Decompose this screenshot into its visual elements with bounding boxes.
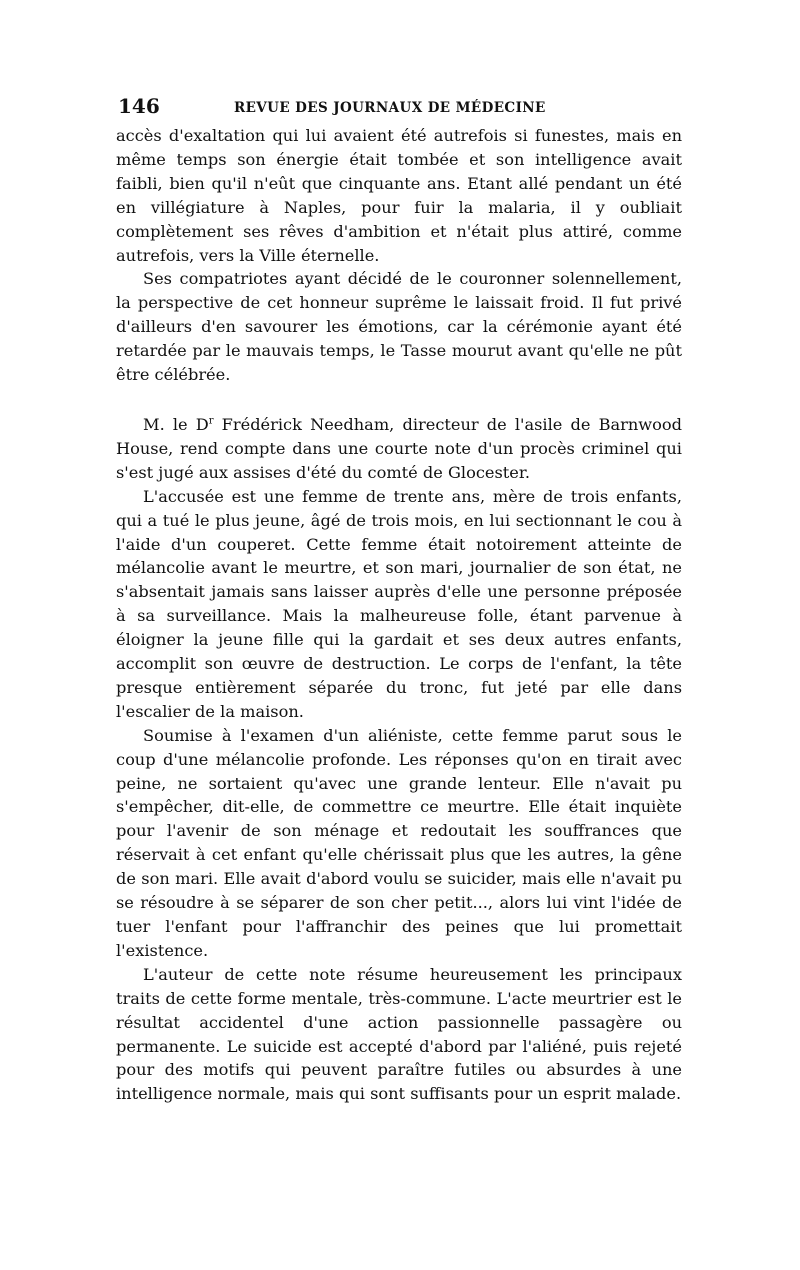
paragraph-continuation: accès d'exaltation qui lui avaient été autrefois si funestes, mais en même temps son énergie était tombée et son intelligence avait faibli, bien qu'il n'eût que cinquante ans. Etant allé pendant un été en villégiature à Naples, pour fuir la malaria, il y oubliait complètement ses rêves d'ambition et n'était plus attiré, comme autrefois, vers la Ville éternelle.	[116, 126, 682, 265]
document-page	[116, 94, 682, 1106]
needham-intro-rest: Frédérick Needham, directeur de l'asile de Barnwood House, rend compte dans une courte note d'un procès criminel qui s'est jugé aux assises d'été du comté de Glocester.	[116, 414, 682, 482]
body-text	[116, 124, 682, 1106]
paragraph-coronation: Ses compatriotes ayant décidé de le couronner solennellement, la perspective de cet honneur suprême le laissait froid. Il fut privé d'ailleurs d'en savourer les émotions, car la cérémonie ayant été retardée par le mauvais temps, le Tasse mourut avant qu'elle ne pût être célébrée.	[116, 269, 682, 385]
needham-intro-start: M. le D	[143, 414, 209, 434]
paragraph-needham-intro	[116, 413, 682, 485]
paragraph-summary: L'auteur de cette note résume heureusement les principaux traits de cette forme mentale, très-commune. L'acte meurtrier est le résultat accidentel d'une action passionnelle passagère ou permanente. Le suicide est accepté d'abord par l'aliéné, puis rejeté pour des motifs qui peuvent paraître futiles ou absurdes à une intelligence normale, mais qui sont suffisants pour un esprit malade.	[116, 964, 682, 1104]
running-title: REVUE DES JOURNAUX DE MÉDECINE	[234, 100, 546, 116]
paragraph-examination: Soumise à l'examen d'un aliéniste, cette femme parut sous le coup d'une mélancolie profonde. Les réponses qu'on en tirait avec peine, ne sortaient qu'avec une grande lenteur. Elle n'avait pu s'empêcher, dit-elle, de commettre ce meurtre. Elle était inquiète pour l'avenir de son ménage et redoutait les souffrances que réservait à cet enfant qu'elle chérissait plus que les autres, la gêne de son mari. Elle avait d'abord voulu se suicider, mais elle n'avait pu se résoudre à se séparer de son cher petit..., alors lui vint l'idée de tuer l'enfant pour l'affranchir des peines que lui promettait l'existence.	[116, 725, 682, 960]
paragraph-accused: L'accusée est une femme de trente ans, mère de trois enfants, qui a tué le plus jeune, âgé de trois mois, en lui sectionnant le cou à l'aide d'un couperet. Cette femme était notoirement atteinte de mélancolie avant le meurtre, et son mari, journalier de son état, ne s'absentait jamais sans laisser auprès d'elle une personne préposée à sa surveillance. Mais la malheureuse folle, étant parvenue à éloigner la jeune fille qui la gardait et ses deux autres enfants, accomplit son œuvre de destruction. Le corps de l'enfant, la tête presque entièrement séparée du tronc, fut jeté par elle dans l'escalier de la maison.	[116, 486, 682, 721]
page-number: 146	[118, 94, 160, 118]
page-header	[116, 94, 682, 124]
doctor-superscript: r	[208, 415, 214, 427]
